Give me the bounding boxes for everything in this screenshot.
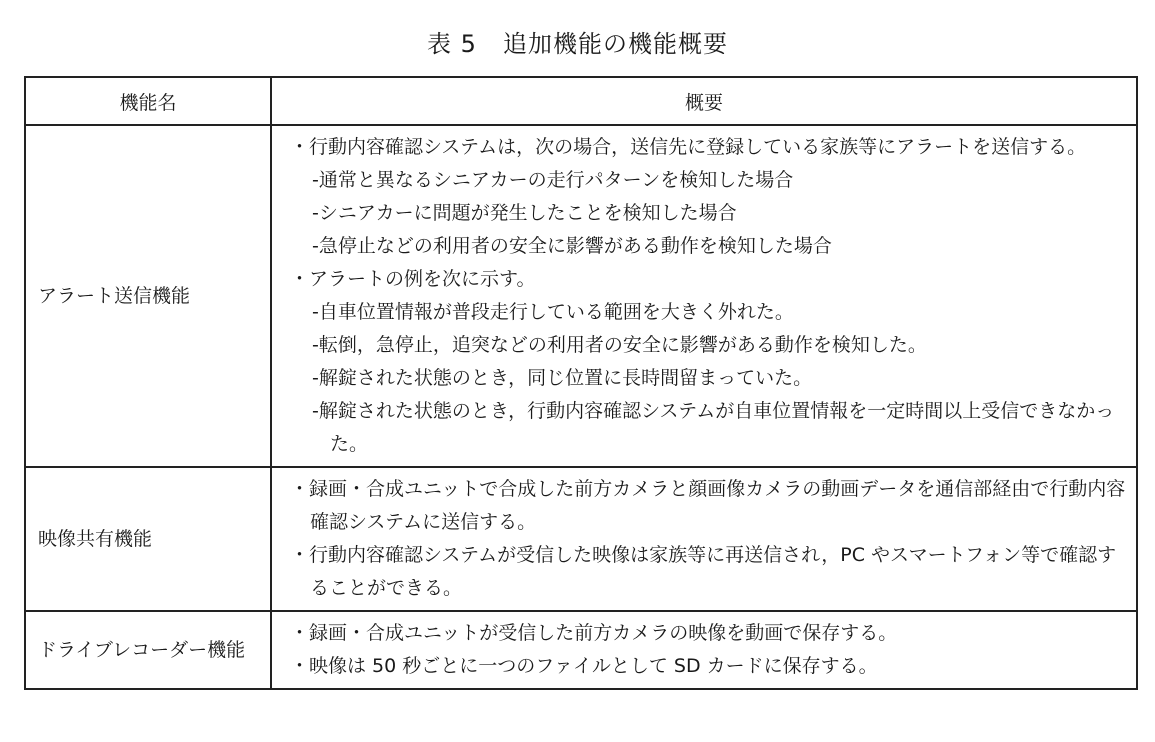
- bullet-item: ・アラートの例を次に示す。: [290, 268, 536, 290]
- header-function-name: 機能名: [25, 77, 271, 125]
- summary-cell: [271, 467, 1137, 611]
- sub-item: -転倒，急停止，追突などの利用者の安全に影響がある動作を検知した。: [312, 334, 927, 356]
- header-summary: 概要: [271, 77, 1137, 125]
- function-summary-table: [24, 76, 1138, 690]
- function-name-cell: 映像共有機能: [25, 467, 271, 611]
- sub-item: -通常と異なるシニアカーの走行パターンを検知した場合: [312, 169, 794, 191]
- bullet-item: ・録画・合成ユニットが受信した前方カメラの映像を動画で保存する。: [290, 622, 898, 644]
- table-row: [25, 125, 1137, 467]
- sub-item: -急停止などの利用者の安全に影響がある動作を検知した場合: [312, 235, 832, 257]
- table-title: 追加機能の機能概要: [502, 30, 728, 58]
- summary-cell: [271, 611, 1137, 689]
- bullet-item: ・映像は 50 秒ごとに一つのファイルとして SD カードに保存する。: [290, 655, 878, 677]
- sub-item: -シニアカーに問題が発生したことを検知した場合: [312, 202, 737, 224]
- bullet-item: ・行動内容確認システムは，次の場合，送信先に登録している家族等にアラートを送信する。: [290, 136, 1087, 158]
- bullet-item: ・行動内容確認システムが受信した映像は家族等に再送信され，PC やスマートフォン等で確認することができる。: [290, 544, 1117, 599]
- sub-item: -解錠された状態のとき，行動内容確認システムが自車位置情報を一定時間以上受信できなかった。: [312, 400, 1115, 455]
- header-row: [25, 77, 1137, 125]
- sub-item: -自車位置情報が普段走行している範囲を大きく外れた。: [312, 301, 794, 323]
- table-row: [25, 611, 1137, 689]
- table-row: [25, 467, 1137, 611]
- sub-item: -解錠された状態のとき，同じ位置に長時間留まっていた。: [312, 367, 813, 389]
- function-name-cell: ドライブレコーダー機能: [25, 611, 271, 689]
- bullet-item: ・録画・合成ユニットで合成した前方カメラと顔画像カメラの動画データを通信部経由で行動内容確認システムに送信する。: [290, 478, 1126, 533]
- table-caption: [0, 24, 1155, 59]
- summary-cell: [271, 125, 1137, 467]
- table-number: 表 5: [427, 30, 477, 58]
- function-name-cell: アラート送信機能: [25, 125, 271, 467]
